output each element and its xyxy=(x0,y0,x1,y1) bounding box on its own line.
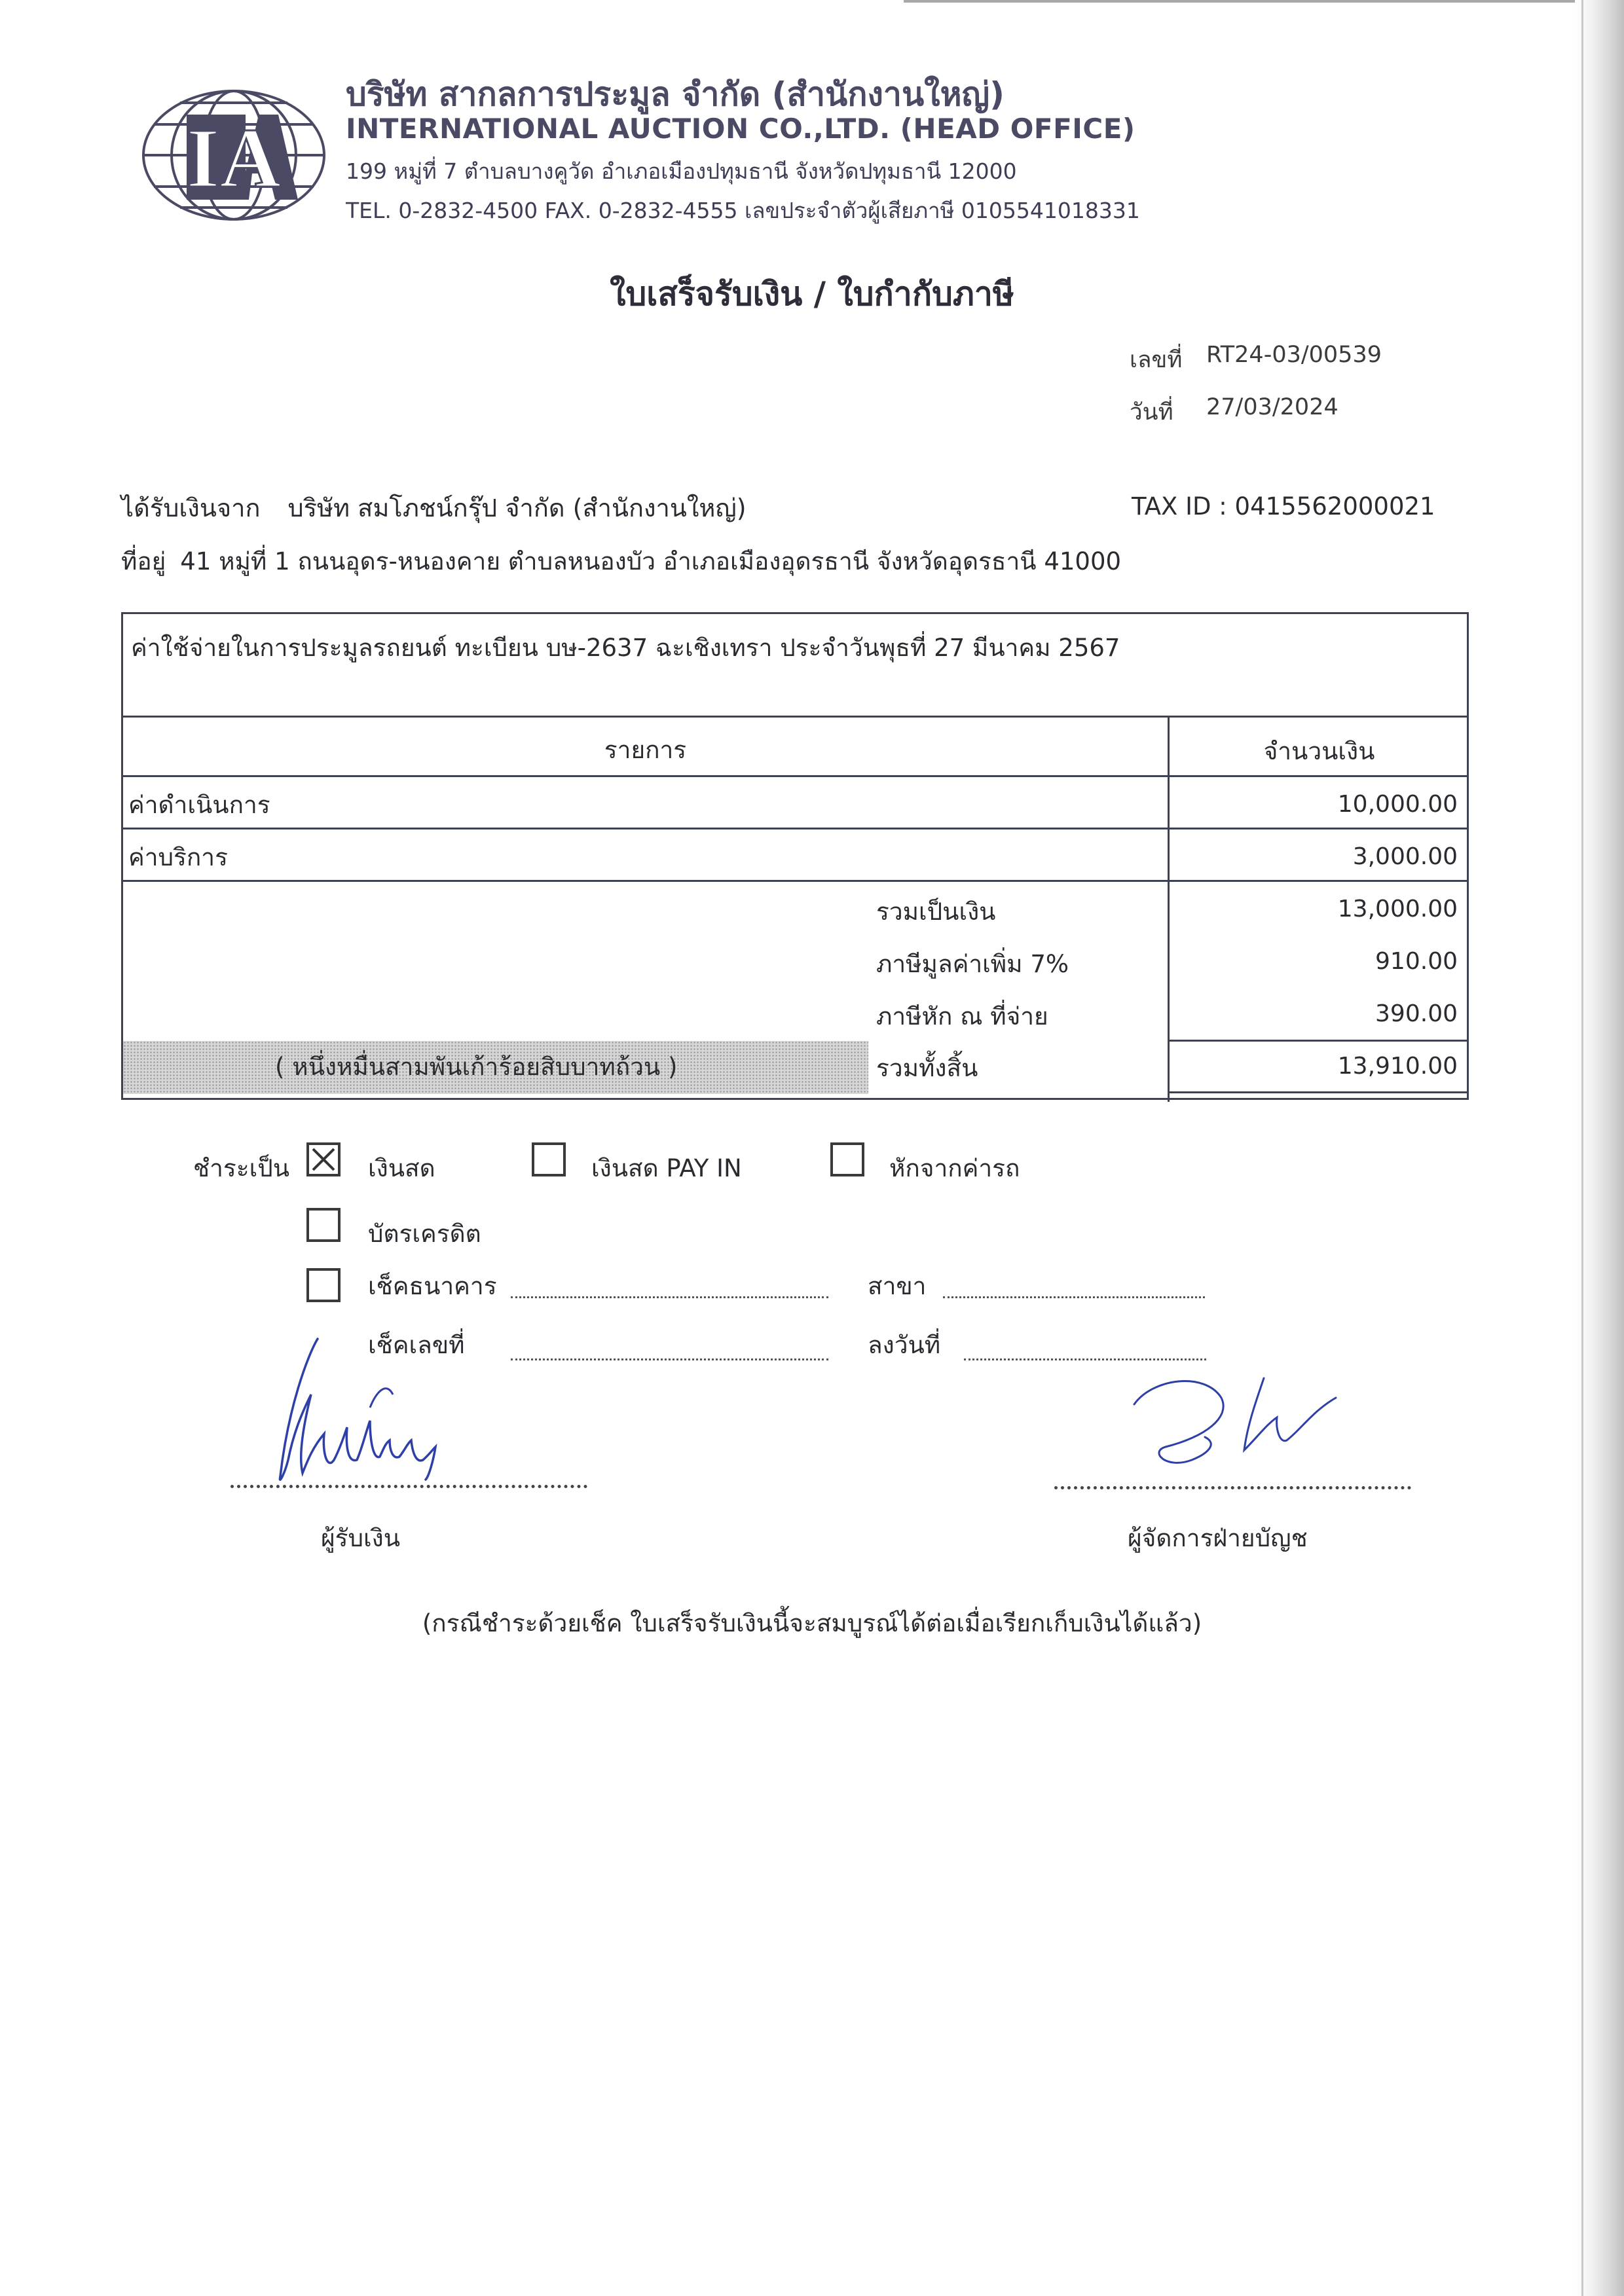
divider xyxy=(123,775,1467,777)
page-edge-line xyxy=(1581,0,1583,2296)
doc-number: RT24-03/00539 xyxy=(1206,342,1382,368)
subtotal-label: รวมเป็นเงิน xyxy=(876,898,996,926)
receiver-signature xyxy=(262,1329,445,1486)
grand-total-label: รวมทั้งสิ้น xyxy=(876,1054,978,1082)
customer-tax-id: TAX ID : 0415562000021 xyxy=(1132,492,1435,520)
paid-by-label: ชำระเป็น xyxy=(193,1154,290,1182)
logo-text: IA xyxy=(186,111,282,206)
footer-note: (กรณีชำระด้วยเช็ค ใบเสร็จรับเงินนี้จะสมบูรณ์ได้ต่อเมื่อเรียกเก็บเงินได้แล้ว) xyxy=(422,1609,1202,1637)
customer-address-line xyxy=(121,542,1121,581)
column-divider xyxy=(1168,716,1170,1102)
line-item-label: ค่าดำเนินการ xyxy=(128,791,270,819)
branch-label: สาขา xyxy=(868,1272,927,1300)
withholding-tax-amount: 390.00 xyxy=(1375,1000,1458,1027)
grand-total-amount: 13,910.00 xyxy=(1337,1053,1458,1080)
address-label: ที่อยู่ xyxy=(121,547,166,575)
manager-signature-line xyxy=(1054,1486,1411,1489)
checkmark-x-icon xyxy=(309,1145,338,1174)
manager-signature xyxy=(1126,1372,1342,1483)
divider xyxy=(1168,1091,1469,1093)
cash-checkbox[interactable] xyxy=(306,1142,341,1176)
doc-date: 27/03/2024 xyxy=(1206,394,1338,420)
receipt-table xyxy=(121,612,1469,1100)
branch-field[interactable] xyxy=(943,1296,1205,1298)
receiver-label: ผู้รับเงิน xyxy=(321,1524,401,1552)
company-name-english: INTERNATIONAL AUCTION CO.,LTD. (HEAD OFFICE) xyxy=(346,113,1135,145)
divider xyxy=(123,880,1467,882)
table-description: ค่าใช้จ่ายในการประมูลรถยนต์ ทะเบียน บษ-2637 ฉะเชิงเทรา ประจำวันพุธที่ 27 มีนาคม 2567 xyxy=(131,634,1120,662)
received-from-label: ได้รับเงินจาก xyxy=(121,494,261,522)
company-contact: TEL. 0-2832-4500 FAX. 0-2832-4555 เลขประจำตัวผู้เสียภาษี 0105541018331 xyxy=(346,198,1140,223)
line-item-label: ค่าบริการ xyxy=(128,843,228,871)
scan-top-edge xyxy=(904,0,1578,3)
column-header-amount: จำนวนเงิน xyxy=(1263,737,1375,765)
cheque-date-field[interactable] xyxy=(964,1358,1206,1360)
line-item-amount: 3,000.00 xyxy=(1352,843,1458,870)
bank-cheque-checkbox[interactable] xyxy=(306,1268,341,1302)
credit-card-checkbox[interactable] xyxy=(306,1208,341,1242)
doc-date-label: วันที่ xyxy=(1130,399,1173,426)
withholding-tax-label: ภาษีหัก ณ ที่จ่าย xyxy=(876,1002,1048,1030)
receiver-signature-line xyxy=(231,1485,587,1488)
customer-address: 41 หมู่ที่ 1 ถนนอุดร-หนองคาย ตำบลหนองบัว อำเภอเมืองอุดรธานี จังหวัดอุดรธานี 41000 xyxy=(180,547,1122,575)
cash-payin-checkbox[interactable] xyxy=(532,1142,566,1176)
credit-card-label: บัตรเครดิต xyxy=(368,1220,481,1248)
divider xyxy=(123,716,1467,718)
column-header-item: รายการ xyxy=(604,736,687,764)
cheque-number-label: เช็คเลขที่ xyxy=(368,1331,465,1359)
bank-cheque-label: เช็คธนาคาร xyxy=(368,1272,497,1300)
divider xyxy=(1168,1040,1469,1042)
divider xyxy=(123,828,1467,829)
subtotal-amount: 13,000.00 xyxy=(1337,896,1458,922)
deduct-car-checkbox[interactable] xyxy=(830,1142,864,1176)
document-title: ใบเสร็จรับเงิน / ใบกำกับภาษี xyxy=(610,275,1014,313)
line-item-amount: 10,000.00 xyxy=(1337,791,1458,818)
bank-cheque-field[interactable] xyxy=(511,1296,828,1298)
company-address: 199 หมู่ที่ 7 ตำบลบางคูวัด อำเภอเมืองปทุมธานี จังหวัดปทุมธานี 12000 xyxy=(346,158,1017,184)
company-logo xyxy=(141,88,327,223)
cash-label: เงินสด xyxy=(368,1154,435,1182)
cheque-number-field[interactable] xyxy=(511,1358,828,1360)
cheque-date-label: ลงวันที่ xyxy=(868,1331,941,1359)
vat-label: ภาษีมูลค่าเพิ่ม 7% xyxy=(876,950,1069,978)
amount-in-words: ( หนึ่งหมื่นสามพันเก้าร้อยสิบบาทถ้วน ) xyxy=(275,1053,678,1081)
vat-amount: 910.00 xyxy=(1375,948,1458,975)
customer-name: บริษัท สมโภชน์กรุ๊ป จำกัด (สำนักงานใหญ่) xyxy=(287,494,747,522)
received-from xyxy=(121,488,747,528)
company-name-thai: บริษัท สากลการประมูล จำกัด (สำนักงานใหญ่) xyxy=(346,75,1005,113)
doc-number-label: เลขที่ xyxy=(1130,347,1183,373)
manager-label: ผู้จัดการฝ่ายบัญช xyxy=(1128,1524,1308,1552)
deduct-car-label: หักจากค่ารถ xyxy=(889,1154,1020,1182)
cash-payin-label: เงินสด PAY IN xyxy=(591,1154,742,1182)
